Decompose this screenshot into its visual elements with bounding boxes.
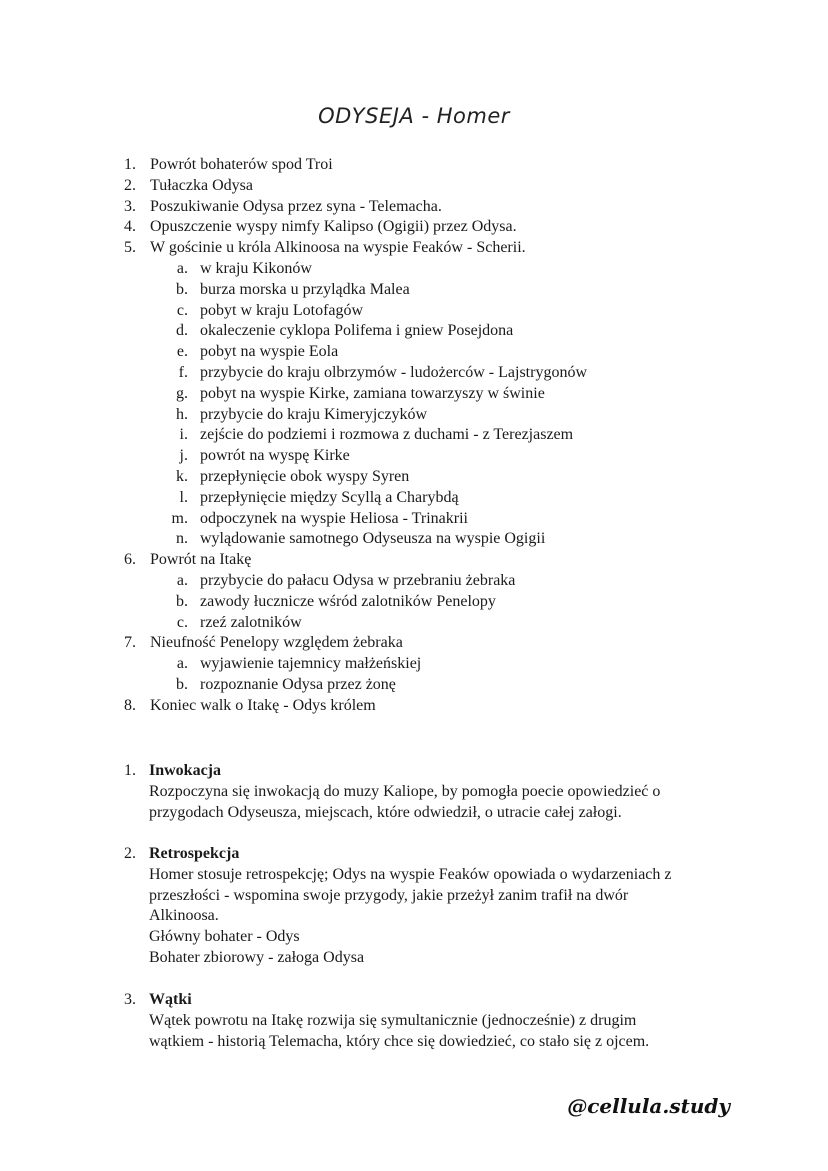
outline-subitem-text: w kraju Kikonów [200,260,312,277]
outline-item-number: 6. [124,551,136,569]
outline-item-number: 1. [124,156,136,173]
outline-item-number: 7. [124,634,136,652]
outline-item-text: Tułaczka Odysa [150,176,253,194]
author-signature: @cellula.study [567,1094,730,1118]
outline-item-text: Powrót na Itakę [150,551,252,569]
outline-item-number: 5. [124,239,136,257]
outline-subitem-letter: b. [176,592,188,610]
outline-item-number: 2. [124,176,136,194]
section-text-line: przeszłości - wspomina swoje przygody, jakie przeżył zanim trafił na dwór [149,886,629,904]
outline-subitem-text: pobyt na wyspie Eola [200,343,339,361]
outline-subitem-text: przybycie do pałacu Odysa w przebraniu żebraka [200,572,516,589]
outline-subitem-letter: h. [176,405,188,423]
outline-subitem-text: zejście do podziemi i rozmowa z duchami - z Terezjaszem [200,426,574,444]
outline-item-text: W gościnie u króla Alkinoosa na wyspie Feaków - Scherii. [150,239,526,257]
outline-subitem-text: powrót na wyspę Kirke [200,447,350,465]
outline-subitem-letter: l. [179,488,188,506]
section-heading: Retrospekcja [149,845,240,862]
outline-subitem-letter: i. [179,426,188,444]
outline-subitem-text: pobyt na wyspie Kirke, zamiana towarzyszy w świnie [200,384,545,402]
section-text-line: wątkiem - historią Telemacha, który chce się dowiedzieć, co stało się z ojcem. [149,1032,650,1050]
section-text-line: Alkinoosa. [149,907,219,925]
outline-subitem-text: przybycie do kraju Kimeryjczyków [200,405,428,423]
section-number: 3. [124,991,136,1008]
section-text-line: przygodach Odyseusza, miejscach, które odwiedził, o utracie całej załogi. [149,803,622,821]
outline-item-text: Opuszczenie wyspy nimfy Kalipso (Ogigii) przez Odysa. [150,218,517,236]
outline-subitem-text: wyjawienie tajemnicy małżeńskiej [200,655,422,673]
section-heading: Inwokacja [149,762,222,779]
outline-subitem-letter: g. [176,384,188,402]
outline-subitem-letter: a. [176,260,188,277]
outline-subitem-text: przepłynięcie między Scyllą a Charybdą [200,488,459,506]
outline-item-number: 8. [124,696,136,714]
outline-subitem-letter: d. [176,322,188,340]
section-number: 2. [124,845,136,862]
outline-item-number: 3. [124,197,136,215]
outline-item-text: Poszukiwanie Odysa przez syna - Telemacha. [150,197,442,215]
outline-item-text: Nieufność Penelopy względem żebraka [150,634,403,652]
section-text-line: Bohater zbiorowy - załoga Odysa [149,949,365,966]
outline-subitem-letter: c. [176,613,188,631]
section-text-line: Rozpoczyna się inwokacją do muzy Kaliope, by pomogła poecie opowiedzieć o [149,782,661,800]
outline-subitem-letter: a. [176,655,188,673]
outline-subitem-text: rzeź zalotników [200,613,302,631]
outline-item-number: 4. [124,218,136,236]
outline-subitem-letter: a. [176,572,188,589]
section-number: 1. [124,762,136,779]
outline-subitem-text: przybycie do kraju olbrzymów - ludożerców - Lajstrygonów [200,364,587,381]
section-text-line: Wątek powrotu na Itakę rozwija się symultanicznie (jednocześnie) z drugim [149,1011,637,1029]
section-text-line: Homer stosuje retrospekcję; Odys na wyspie Feaków opowiada o wydarzeniach z [149,865,672,883]
outline-subitem-text: pobyt w kraju Lotofagów [200,301,364,319]
outline-subitem-letter: c. [176,301,188,319]
outline-subitem-letter: m. [171,509,188,527]
outline-subitem-letter: b. [176,676,188,693]
outline-subitem-text: odpoczynek na wyspie Heliosa - Trinakrii [200,509,468,527]
outline-subitem-text: zawody łucznicze wśród zalotników Penelopy [200,592,496,610]
outline-subitem-text: przepłynięcie obok wyspy Syren [200,468,410,485]
outline-subitem-letter: b. [176,280,188,298]
outline-subitem-text: okaleczenie cyklopa Polifema i gniew Posejdona [200,322,514,340]
outline-subitem-letter: j. [179,447,188,465]
section-heading: Wątki [149,991,192,1008]
section-text-line: Główny bohater - Odys [149,928,300,946]
outline-subitem-letter: f. [178,364,188,381]
outline-subitem-text: wylądowanie samotnego Odyseusza na wyspie Ogigii [200,530,546,548]
outline-subitem-text: burza morska u przylądka Malea [200,280,410,298]
outline-subitem-letter: n. [176,530,188,548]
outline-subitem-text: rozpoznanie Odysa przez żonę [200,676,396,693]
outline-subitem-letter: k. [176,468,188,485]
document-title: ODYSEJA - Homer [318,104,510,128]
outline-item-text: Koniec walk o Itakę - Odys królem [150,696,376,714]
outline-subitem-letter: e. [176,343,188,361]
outline-item-text: Powrót bohaterów spod Troi [150,156,333,173]
